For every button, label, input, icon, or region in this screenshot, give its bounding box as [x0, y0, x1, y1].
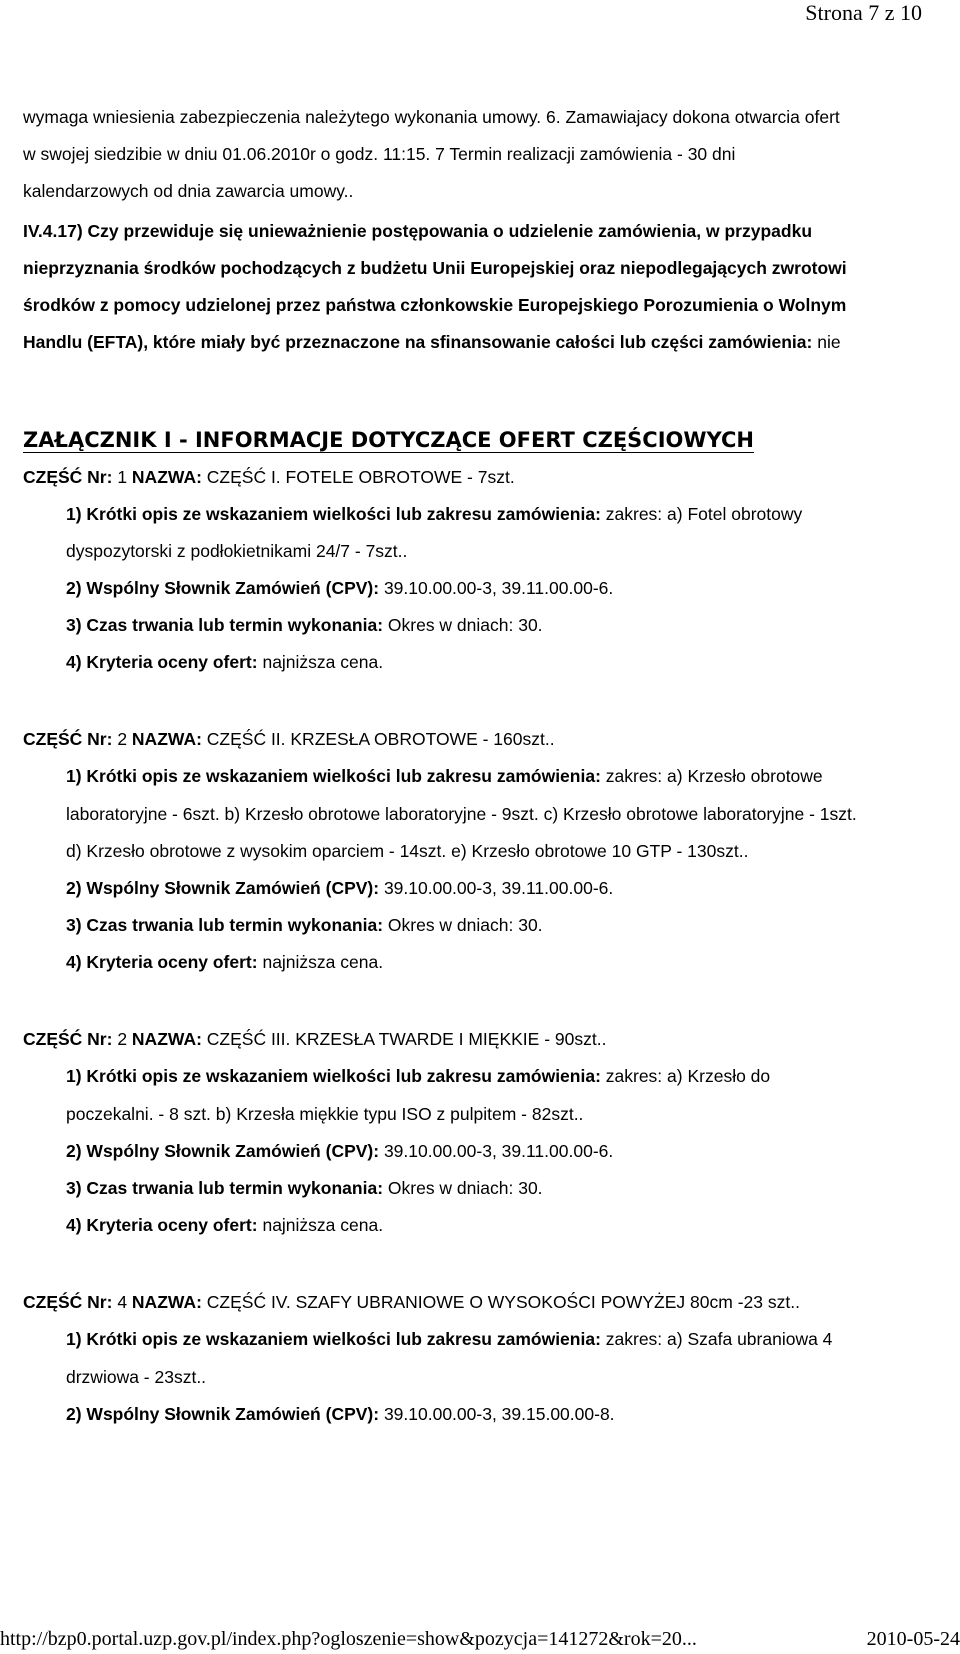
part-cpv	[66, 577, 613, 599]
part-criteria	[66, 951, 383, 973]
question-line: nieprzyznania środków pochodzących z budżetu Unii Europejskiej oraz niepodlegających zwrotowi	[23, 258, 847, 278]
part-no-label: CZĘŚĆ Nr:	[23, 467, 113, 487]
part-no-label: CZĘŚĆ Nr:	[23, 1029, 113, 1049]
part-name-label: NAZWA:	[131, 1029, 202, 1049]
part-criteria	[66, 1214, 383, 1236]
part-desc	[66, 1328, 832, 1350]
footer-date: 2010-05-24	[866, 1628, 960, 1650]
criteria-label: 4) Kryteria oceny ofert:	[66, 952, 258, 972]
desc-value: zakres: a) Krzesło obrotowe	[600, 766, 823, 786]
part-time	[66, 914, 543, 936]
desc-label: 1) Krótki opis ze wskazaniem wielkości lub zakresu zamówienia:	[66, 1066, 601, 1086]
intro-line: wymaga wniesienia zabezpieczenia należytego wykonania umowy. 6. Zamawiajacy dokona otwarcia ofert	[23, 107, 840, 127]
criteria-value: najniższa cena.	[257, 652, 384, 672]
part-criteria	[66, 651, 383, 673]
criteria-value: najniższa cena.	[257, 1215, 384, 1235]
part-heading	[23, 1028, 606, 1050]
question-line: środków z pomocy udzielonej przez państwa członkowskie Europejskiego Porozumienia o Wolnym	[23, 295, 847, 315]
page-footer	[0, 1626, 960, 1652]
part-heading	[23, 466, 515, 488]
part-desc-cont: drzwiowa - 23szt..	[66, 1367, 207, 1387]
part-time	[66, 1177, 543, 1199]
desc-value: zakres: a) Szafa ubraniowa 4	[600, 1329, 833, 1349]
question-line	[23, 331, 841, 353]
annex-title: ZAŁĄCZNIK I - INFORMACJE DOTYCZĄCE OFERT CZĘŚCIOWYCH	[23, 428, 754, 452]
part-no: 2	[112, 1029, 132, 1049]
criteria-label: 4) Kryteria oceny ofert:	[66, 652, 258, 672]
cpv-label: 2) Wspólny Słownik Zamówień (CPV):	[66, 1404, 380, 1424]
part-name: CZĘŚĆ III. KRZESŁA TWARDE I MIĘKKIE - 90szt..	[201, 1029, 607, 1049]
part-time	[66, 614, 543, 636]
desc-label: 1) Krótki opis ze wskazaniem wielkości lub zakresu zamówienia:	[66, 766, 601, 786]
part-name: CZĘŚĆ I. FOTELE OBROTOWE - 7szt.	[201, 467, 515, 487]
part-no-label: CZĘŚĆ Nr:	[23, 729, 113, 749]
part-cpv	[66, 1140, 613, 1162]
time-label: 3) Czas trwania lub termin wykonania:	[66, 1178, 384, 1198]
part-name-label: NAZWA:	[131, 1292, 202, 1312]
part-name-label: NAZWA:	[131, 729, 202, 749]
intro-line: w swojej siedzibie w dniu 01.06.2010r o godz. 11:15. 7 Termin realizacji zamówienia - 30 dni	[23, 144, 736, 164]
desc-value: zakres: a) Fotel obrotowy	[600, 504, 803, 524]
part-no: 4	[112, 1292, 132, 1312]
cpv-label: 2) Wspólny Słownik Zamówień (CPV):	[66, 878, 380, 898]
part-name: CZĘŚĆ II. KRZESŁA OBROTOWE - 160szt..	[201, 729, 555, 749]
intro-line: kalendarzowych od dnia zawarcia umowy..	[23, 181, 354, 201]
question-text: Handlu (EFTA), które miały być przeznaczone na sfinansowanie całości lub części zamówienia:	[23, 332, 813, 352]
time-value: Okres w dniach: 30.	[383, 615, 543, 635]
part-name-label: NAZWA:	[131, 467, 202, 487]
question-answer: nie	[812, 332, 841, 352]
criteria-value: najniższa cena.	[257, 952, 384, 972]
part-desc-cont: laboratoryjne - 6szt. b) Krzesło obrotowe laboratoryjne - 9szt. c) Krzesło obrotowe laboratoryjne - 1szt.	[66, 804, 857, 824]
time-label: 3) Czas trwania lub termin wykonania:	[66, 615, 384, 635]
time-value: Okres w dniach: 30.	[383, 915, 543, 935]
part-desc-cont: dyspozytorski z podłokietnikami 24/7 - 7szt..	[66, 541, 408, 561]
cpv-label: 2) Wspólny Słownik Zamówień (CPV):	[66, 1141, 380, 1161]
desc-label: 1) Krótki opis ze wskazaniem wielkości lub zakresu zamówienia:	[66, 504, 601, 524]
part-name: CZĘŚĆ IV. SZAFY UBRANIOWE O WYSOKOŚCI POWYŻEJ 80cm -23 szt..	[201, 1292, 800, 1312]
desc-label: 1) Krótki opis ze wskazaniem wielkości lub zakresu zamówienia:	[66, 1329, 601, 1349]
part-heading	[23, 728, 555, 750]
part-heading	[23, 1291, 800, 1313]
cpv-value: 39.10.00.00-3, 39.15.00.00-8.	[379, 1404, 615, 1424]
part-desc-cont: d) Krzesło obrotowe z wysokim oparciem - 14szt. e) Krzesło obrotowe 10 GTP - 130szt..	[66, 841, 749, 861]
part-cpv	[66, 877, 613, 899]
part-desc	[66, 1065, 770, 1087]
desc-value: zakres: a) Krzesło do	[600, 1066, 771, 1086]
question-line: IV.4.17) Czy przewiduje się unieważnienie postępowania o udzielenie zamówienia, w przypadku	[23, 221, 813, 241]
part-no-label: CZĘŚĆ Nr:	[23, 1292, 113, 1312]
page-number: Strona 7 z 10	[805, 0, 922, 25]
part-no: 2	[112, 729, 132, 749]
time-label: 3) Czas trwania lub termin wykonania:	[66, 915, 384, 935]
cpv-value: 39.10.00.00-3, 39.11.00.00-6.	[379, 878, 614, 898]
part-desc-cont: poczekalni. - 8 szt. b) Krzesła miękkie typu ISO z pulpitem - 82szt..	[66, 1104, 584, 1124]
footer-url: http://bzp0.portal.uzp.gov.pl/index.php?ogloszenie=show&pozycja=141272&rok=20...	[0, 1628, 697, 1650]
criteria-label: 4) Kryteria oceny ofert:	[66, 1215, 258, 1235]
part-no: 1	[112, 467, 132, 487]
time-value: Okres w dniach: 30.	[383, 1178, 543, 1198]
part-desc	[66, 765, 823, 787]
cpv-value: 39.10.00.00-3, 39.11.00.00-6.	[379, 578, 614, 598]
cpv-label: 2) Wspólny Słownik Zamówień (CPV):	[66, 578, 380, 598]
part-cpv	[66, 1403, 615, 1425]
part-desc	[66, 503, 802, 525]
cpv-value: 39.10.00.00-3, 39.11.00.00-6.	[379, 1141, 614, 1161]
